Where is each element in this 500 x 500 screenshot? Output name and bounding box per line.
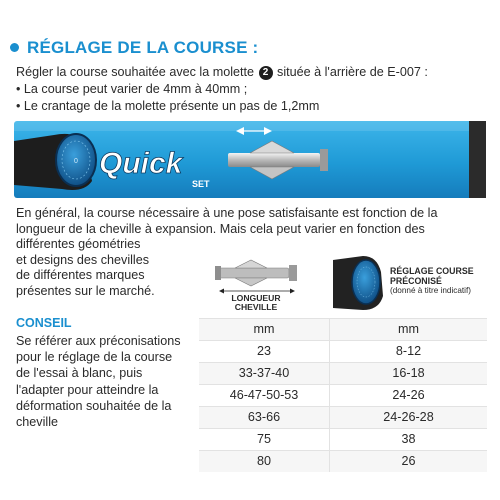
length-cell: 75 bbox=[199, 429, 330, 450]
intro-after: située à l'arrière de E-007 : bbox=[277, 65, 428, 79]
length-cell: 46-47-50-53 bbox=[199, 385, 330, 406]
stroke-header-line: RÉGLAGE COURSE bbox=[390, 266, 474, 276]
stroke-header bbox=[390, 266, 474, 296]
wheel-number-badge: 2 bbox=[259, 66, 273, 80]
stroke-header-note: (donné à titre indicatif) bbox=[390, 286, 472, 295]
conseil-line: pour le réglage de la course bbox=[16, 350, 173, 365]
section-title bbox=[10, 38, 258, 58]
length-header bbox=[225, 294, 287, 312]
paragraph-line: longueur de la cheville à expansion. Mais cela peut varier en fonction des bbox=[16, 221, 425, 236]
set-logo-text: SET bbox=[192, 179, 210, 189]
stroke-cell: 24-26-28 bbox=[383, 410, 434, 424]
anchor-illustration bbox=[215, 258, 303, 288]
table-row bbox=[199, 406, 487, 428]
length-cell: 33-37-40 bbox=[199, 363, 330, 384]
conseil-line: déformation souhaitée de la bbox=[16, 398, 172, 413]
paragraph-line: En général, la course nécessaire à une pose satisfaisante est fonction de la bbox=[16, 206, 438, 220]
conseil-line: l'adapter pour atteindre la bbox=[16, 382, 159, 397]
length-cell: 23 bbox=[199, 341, 330, 362]
table-row bbox=[199, 340, 487, 362]
paragraph-line: de différentes marques bbox=[16, 268, 145, 283]
length-cell: 80 bbox=[199, 451, 330, 472]
section-title-text: RÉGLAGE DE LA COURSE : bbox=[27, 38, 259, 57]
intro-paragraph bbox=[16, 206, 437, 237]
svg-text:0: 0 bbox=[74, 158, 78, 165]
table-row bbox=[199, 362, 487, 384]
table-units-row bbox=[199, 318, 487, 340]
paragraph-line: présentes sur le marché. bbox=[16, 283, 155, 298]
stroke-cell: 16-18 bbox=[392, 366, 425, 380]
conseil-line: cheville bbox=[16, 415, 58, 430]
bullet-item-step: • Le crantage de la molette présente un pas de 1,2mm bbox=[16, 99, 320, 113]
conseil-heading: CONSEIL bbox=[16, 316, 72, 330]
table-row bbox=[199, 450, 487, 472]
conseil-line: de l'essai à blanc, puis bbox=[16, 366, 143, 381]
table-row bbox=[199, 384, 487, 406]
unit-left: mm bbox=[199, 319, 330, 340]
bullet-item-range: • La course peut varier de 4mm à 40mm ; bbox=[16, 82, 248, 96]
stroke-cell: 24-26 bbox=[392, 388, 425, 402]
intro-before: Régler la course souhaitée avec la molette bbox=[16, 65, 255, 79]
quick-logo-text: Quick bbox=[99, 147, 183, 180]
stroke-cell: 26 bbox=[401, 454, 416, 468]
table-row bbox=[199, 428, 487, 450]
table-header bbox=[199, 248, 487, 318]
stroke-cell: 38 bbox=[401, 432, 416, 446]
intro-line bbox=[16, 64, 428, 80]
paragraph-continued bbox=[16, 237, 155, 299]
length-header-line: CHEVILLE bbox=[234, 302, 278, 312]
paragraph-line: et designs des chevilles bbox=[16, 252, 150, 267]
quick-set-banner bbox=[14, 121, 486, 198]
unit-right: mm bbox=[398, 322, 419, 336]
length-header-line: LONGUEUR bbox=[231, 293, 281, 303]
settings-table bbox=[199, 248, 487, 472]
length-cell: 63-66 bbox=[199, 407, 330, 428]
wheel-illustration bbox=[333, 252, 385, 312]
conseil-text bbox=[16, 333, 181, 430]
title-bullet-icon bbox=[10, 43, 19, 52]
conseil-line: Se référer aux préconisations bbox=[16, 334, 181, 348]
stroke-header-line: PRÉCONISÉ bbox=[390, 276, 442, 286]
paragraph-line: différentes géométries bbox=[16, 237, 141, 251]
stroke-cell: 8-12 bbox=[395, 344, 422, 358]
